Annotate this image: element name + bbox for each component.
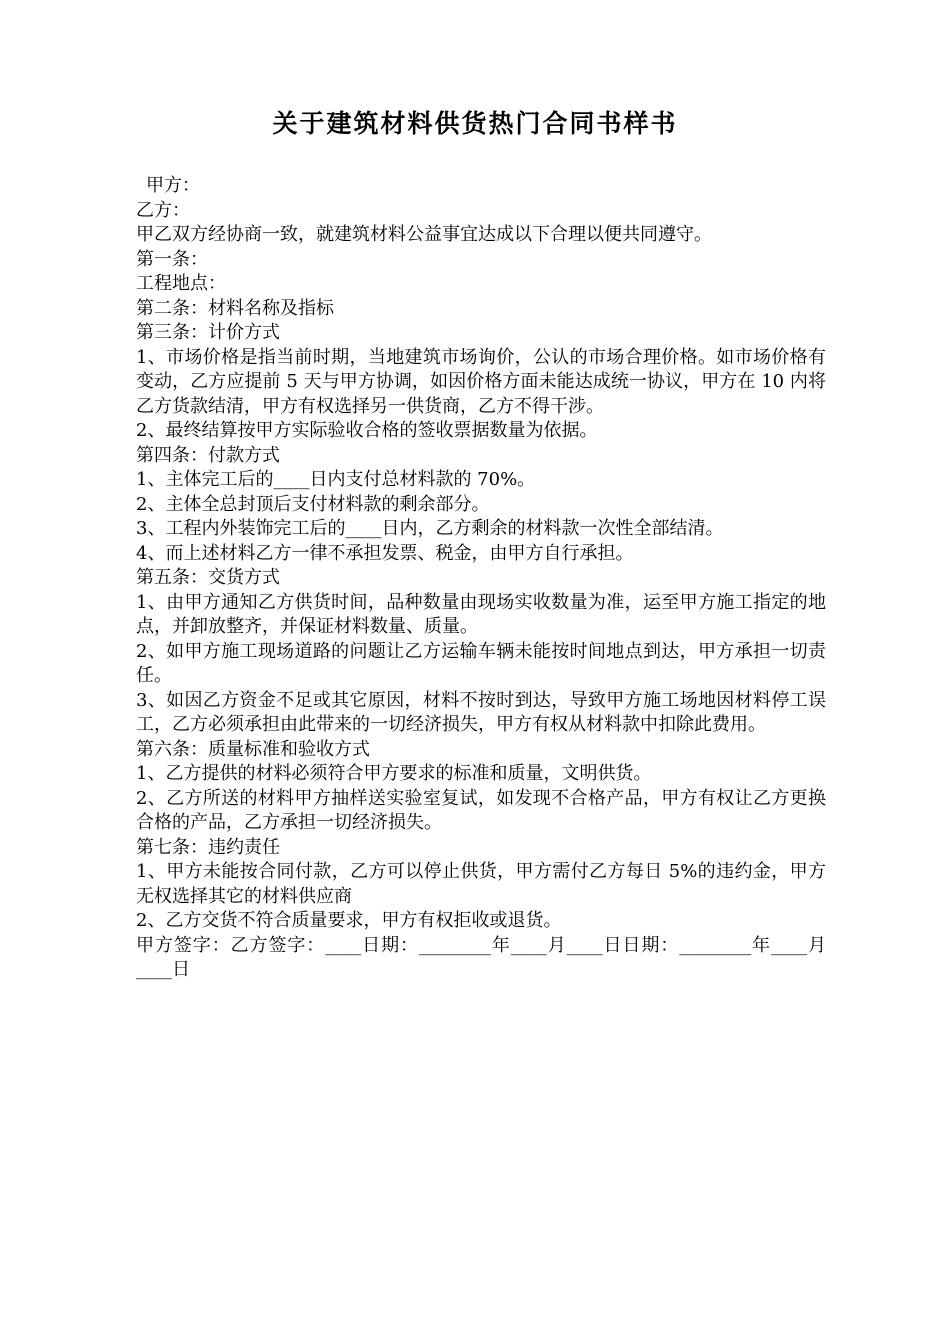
article-2-heading: 第二条：材料名称及指标	[136, 297, 334, 319]
article-3-item-2: 2、最终结算按甲方实际验收合格的签收票据数量为依据。	[136, 420, 598, 441]
article-7-heading: 第七条：违约责任	[136, 836, 280, 858]
article-5-item-3: 3、如因乙方资金不足或其它原因，材料不按时到达，导致甲方施工场地因材料停工误工，乙方必须承担由此带来的一切经济损失，甲方有权从材料款中扣除此费用。	[136, 689, 826, 735]
article-5-item-2: 2、如甲方施工现场道路的问题让乙方运输车辆未能按时间地点到达，甲方承担一切责任。	[136, 640, 826, 686]
article-4-heading: 第四条：付款方式	[136, 444, 280, 466]
article-4-item-2: 2、主体全总封顶后支付材料款的剩余部分。	[136, 493, 490, 515]
article-4-item-4: 4、而上述材料乙方一律不承担发票、税金，由甲方自行承担。	[136, 542, 634, 564]
project-location: 工程地点：	[136, 273, 226, 294]
party-b-line: 乙方：	[136, 199, 190, 221]
article-5-item-1: 1、由甲方通知乙方供货时间，品种数量由现场实收数量为准，运至甲方施工指定的地点，并卸放整齐，并保证材料数量、质量。	[136, 591, 826, 637]
signature-line: 甲方签字：乙方签字：____日期：________年____月____日日期：________年____月____日	[136, 934, 826, 980]
article-5-heading: 第五条：交货方式	[136, 567, 280, 588]
article-4-item-3: 3、工程内外装饰完工后的____日内，乙方剩余的材料款一次性全部结清。	[136, 518, 724, 539]
party-a-line: 甲方：	[146, 175, 200, 196]
article-6-item-1: 1、乙方提供的材料必须符合甲方要求的标准和质量，文明供货。	[136, 763, 652, 784]
article-1-heading: 第一条：	[136, 248, 208, 270]
article-7-item-1: 1、甲方未能按合同付款，乙方可以停止供货，甲方需付乙方每日 5%的违约金，甲方无权选择其它的材料供应商	[136, 861, 826, 907]
article-3-item-1: 1、市场价格是指当前时期，当地建筑市场询价，公认的市场合理价格。如市场价格有变动，乙方应提前 5 天与甲方协调，如因价格方面未能达成统一协议，甲方在 10 内将乙方货款结清，甲方有权选择另一供货商，乙方不得干涉。	[136, 346, 826, 417]
agreement-intro: 甲乙双方经协商一致，就建筑材料公益事宜达成以下合理以便共同遵守。	[136, 224, 712, 245]
document-title: 关于建筑材料供货热门合同书样书	[272, 109, 678, 138]
article-4-item-1: 1、主体完工后的____日内支付总材料款的 70%。	[136, 469, 536, 490]
article-6-item-2: 2、乙方所送的材料甲方抽样送实验室复试，如发现不合格产品，甲方有权让乙方更换合格的产品，乙方承担一切经济损失。	[136, 787, 826, 833]
article-6-heading: 第六条：质量标准和验收方式	[136, 738, 370, 760]
document-body	[136, 174, 826, 983]
article-3-heading: 第三条：计价方式	[136, 322, 280, 343]
article-7-item-2: 2、乙方交货不符合质量要求，甲方有权拒收或退货。	[136, 910, 562, 931]
